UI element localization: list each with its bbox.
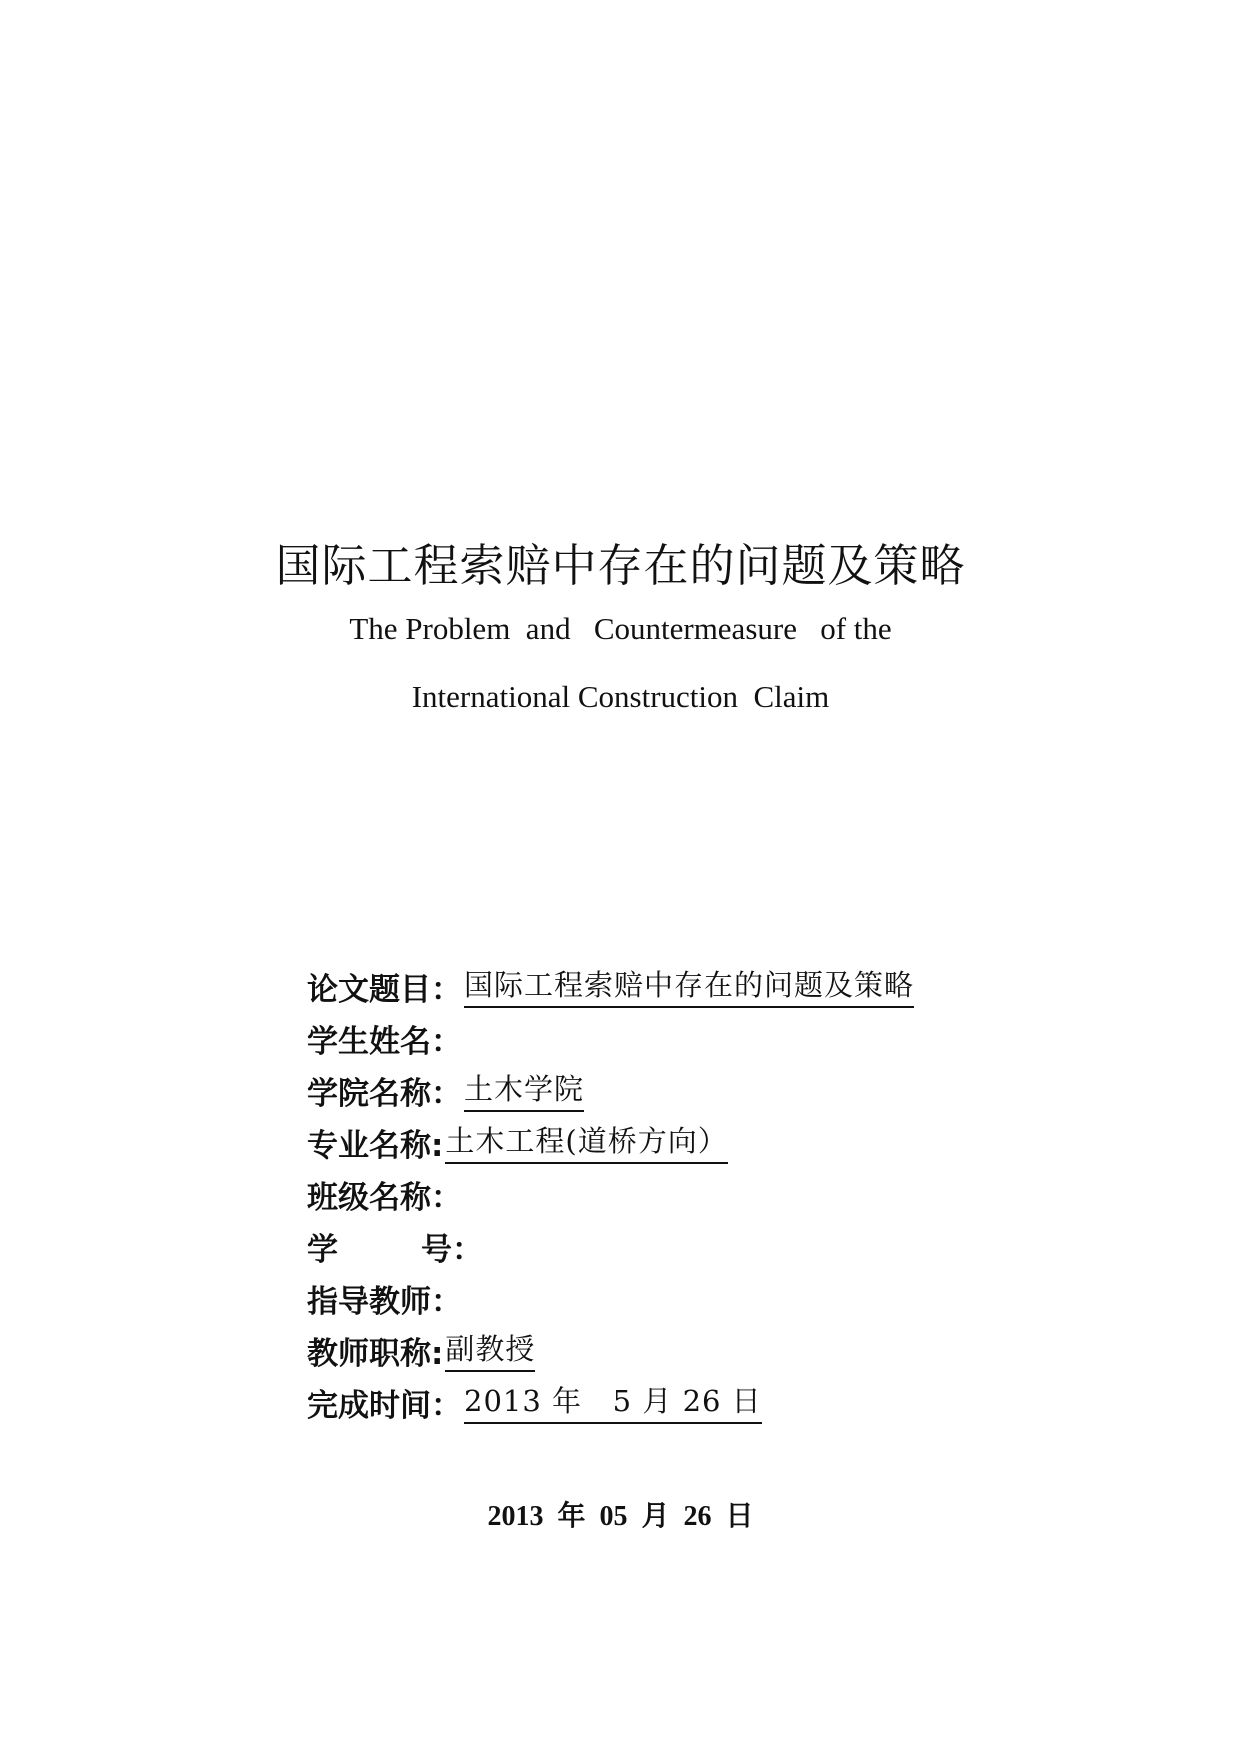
advisor-title-colon: : [431, 1336, 444, 1372]
college-name-label: 学院名称 [307, 1076, 431, 1112]
english-title-line-2: International Construction Claim [411, 679, 830, 714]
thesis-title-row [307, 960, 1007, 1012]
student-id-label-part-1: 学 [307, 1232, 338, 1268]
student-id-label [307, 1228, 452, 1272]
major-name-row [307, 1116, 1007, 1168]
completion-time-label: 完成时间 [307, 1388, 431, 1424]
student-id-label-part-2: 号 [421, 1232, 452, 1268]
student-id-colon: ： [452, 1232, 483, 1268]
college-name-row [307, 1064, 1007, 1116]
completion-time-colon: ： [431, 1388, 462, 1424]
completion-time-row [307, 1376, 1007, 1428]
major-name-label: 专业名称 [307, 1128, 431, 1164]
advisor-title-label: 教师职称 [307, 1336, 431, 1372]
advisor-title-row [307, 1324, 1007, 1376]
advisor-label: 指导教师 [307, 1284, 431, 1320]
thesis-title-value: 国际工程索赔中存在的问题及策略 [464, 965, 914, 1008]
thesis-title-label: 论文题目 [307, 972, 431, 1008]
college-name-value: 土木学院 [464, 1069, 584, 1112]
advisor-title-value: 副教授 [445, 1329, 535, 1372]
student-name-colon: ： [431, 1024, 462, 1060]
advisor-colon: ： [431, 1284, 462, 1320]
student-name-row [307, 1012, 1007, 1064]
completion-time-value: 2013 年 5 月 26 日 [464, 1381, 762, 1424]
class-name-colon: ： [431, 1180, 462, 1216]
major-name-value: 土木工程(道桥方向） [445, 1121, 727, 1164]
english-title-line-1: The Problem and Countermeasure of the [349, 611, 892, 646]
student-name-label: 学生姓名 [307, 1024, 431, 1060]
college-name-colon: ： [431, 1076, 462, 1112]
chinese-title: 国际工程索赔中存在的问题及策略 [275, 539, 966, 592]
major-name-colon: : [431, 1128, 444, 1164]
student-id-row [307, 1220, 1007, 1272]
class-name-label: 班级名称 [307, 1180, 431, 1216]
advisor-row [307, 1272, 1007, 1324]
class-name-row [307, 1168, 1007, 1220]
thesis-title-colon: ： [431, 972, 462, 1008]
footer-date: 2013 年 05 月 26 日 [487, 1501, 754, 1532]
thesis-info-block [307, 960, 1007, 1428]
